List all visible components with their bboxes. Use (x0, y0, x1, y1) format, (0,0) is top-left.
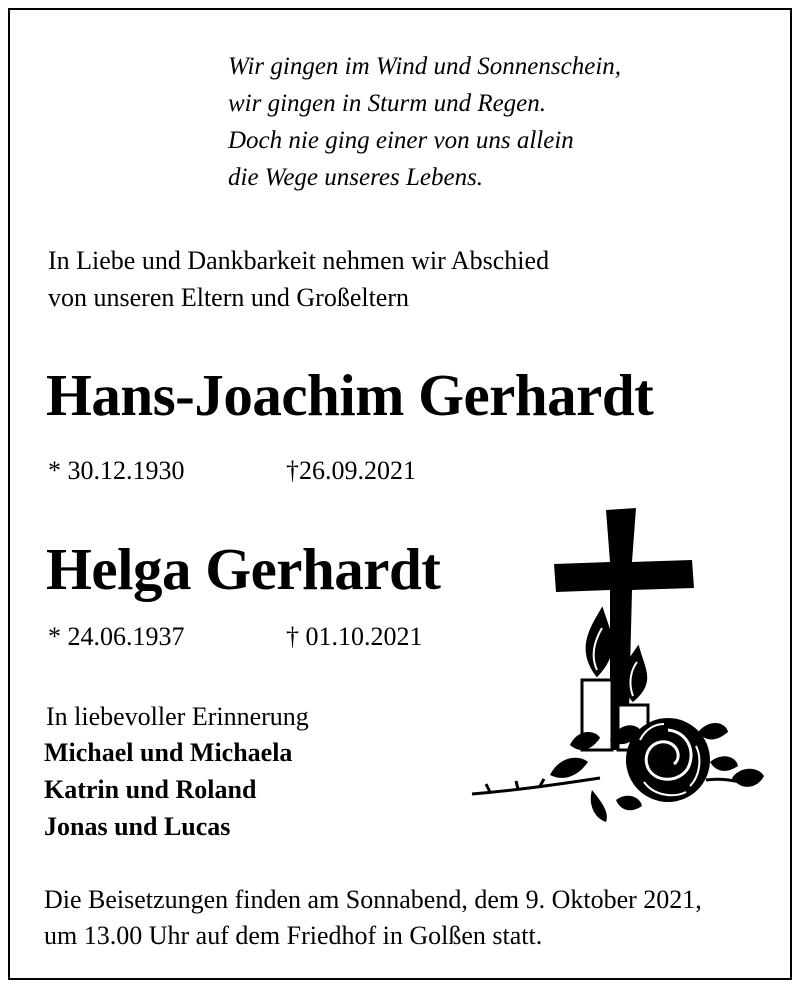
farewell-intro (48, 242, 549, 316)
cross-candles-rose-icon (460, 500, 780, 840)
birth-date: * 24.06.1937 (48, 622, 185, 651)
memorial-heading: In liebevoller Erinnerung (46, 702, 309, 731)
rosebud-icon (706, 769, 764, 787)
rose-stem-icon (472, 778, 600, 794)
deceased-name-hans-joachim: Hans-Joachim Gerhardt (46, 362, 654, 428)
family-entry: Michael und Michaela (44, 738, 293, 767)
family-entry: Katrin und Roland (44, 775, 257, 804)
poem (228, 48, 621, 196)
family-list (44, 734, 292, 845)
poem-line: die Wege unseres Lebens. (228, 164, 484, 191)
poem-line: Doch nie ging einer von uns allein (228, 127, 574, 154)
poem-line: Wir gingen im Wind und Sonnenschein, (228, 53, 622, 80)
intro-line: In Liebe und Dankbarkeit nehmen wir Abschied (48, 246, 550, 275)
funeral-note (44, 882, 702, 954)
poem-line: wir gingen in Sturm und Regen. (228, 90, 547, 117)
death-date: † 01.10.2021 (286, 622, 423, 651)
note-line: um 13.00 Uhr auf dem Friedhof in Golßen statt. (44, 921, 543, 950)
death-date: †26.09.2021 (286, 456, 416, 485)
rose-icon (626, 718, 710, 802)
birth-date: * 30.12.1930 (48, 456, 185, 485)
intro-line: von unseren Eltern und Großeltern (48, 283, 410, 312)
family-entry: Jonas und Lucas (44, 812, 231, 841)
note-line: Die Beisetzungen finden am Sonnabend, dem 9. Oktober 2021, (44, 885, 702, 914)
obituary-frame (8, 8, 792, 980)
deceased-name-helga: Helga Gerhardt (46, 536, 441, 602)
